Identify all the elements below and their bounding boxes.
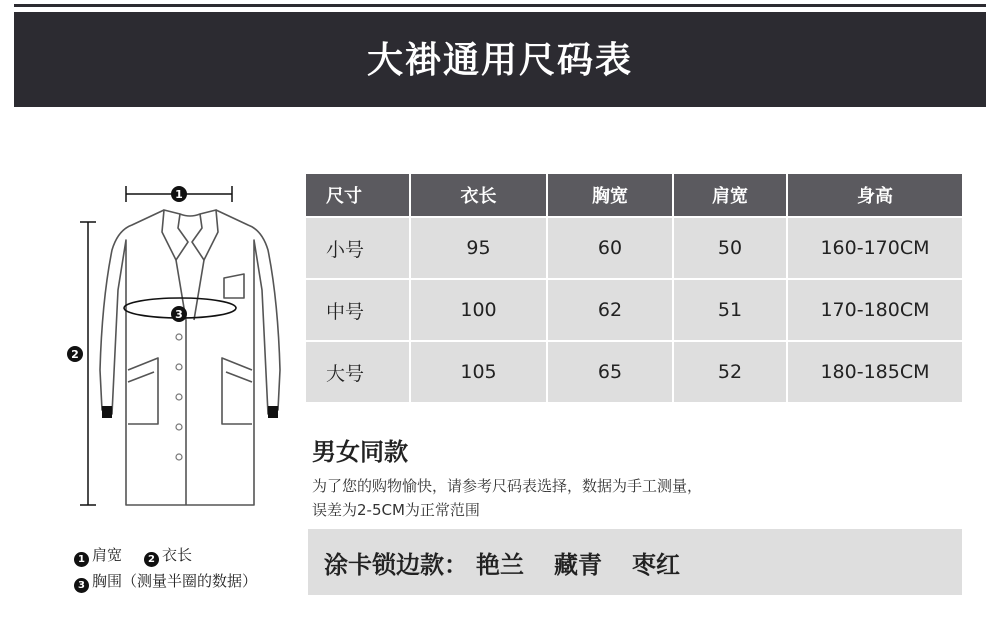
coat-buttons <box>176 334 182 460</box>
marker-2-badge <box>67 346 83 362</box>
cell-height: 160-170CM <box>787 217 962 279</box>
table-row <box>306 279 962 341</box>
coat-drawing <box>40 170 290 530</box>
cell-height: 180-185CM <box>787 341 962 402</box>
cell-size: 小号 <box>306 217 410 279</box>
cell-shoulder: 52 <box>673 341 787 402</box>
color-option-navy: 藏青 <box>554 550 602 579</box>
legend-row-1 <box>74 542 257 568</box>
table-row <box>306 217 962 279</box>
cell-length: 100 <box>410 279 547 341</box>
cell-height: 170-180CM <box>787 279 962 341</box>
left-cuff <box>102 406 112 418</box>
top-divider-line <box>14 4 986 7</box>
note-line-2: 误差为2-5CM为正常范围 <box>312 501 480 519</box>
length-arrow <box>80 222 96 505</box>
marker-2-text: 2 <box>71 348 79 361</box>
unisex-heading: 男女同款 <box>312 438 408 466</box>
cell-shoulder: 50 <box>673 217 787 279</box>
marker-1-text: 1 <box>175 188 183 201</box>
cell-shoulder: 51 <box>673 279 787 341</box>
header-size: 尺寸 <box>306 174 410 217</box>
header-length: 衣长 <box>410 174 547 217</box>
header-chest: 胸宽 <box>547 174 673 217</box>
cell-chest: 62 <box>547 279 673 341</box>
color-option-royal-blue: 艳兰 <box>476 550 524 579</box>
marker-3-text: 3 <box>175 308 183 321</box>
header-height: 身高 <box>787 174 962 217</box>
cell-chest: 65 <box>547 341 673 402</box>
title-banner <box>14 12 986 107</box>
cell-chest: 60 <box>547 217 673 279</box>
legend-row-2 <box>74 568 257 594</box>
color-options-bar <box>308 529 962 595</box>
legend-1-label: 肩宽 <box>92 546 123 564</box>
page-title: 大褂通用尺码表 <box>366 40 633 81</box>
cell-length: 105 <box>410 341 547 402</box>
right-cuff <box>268 406 278 418</box>
measurement-note <box>312 474 832 522</box>
legend-2-label: 衣长 <box>162 546 193 564</box>
size-chart-table <box>306 174 962 402</box>
coat-measurement-diagram <box>40 170 290 530</box>
cell-length: 95 <box>410 217 547 279</box>
legend-1-badge: 1 <box>74 552 89 567</box>
table-header-row <box>306 174 962 217</box>
color-options-label: 涂卡锁边款： <box>324 550 468 579</box>
table-row <box>306 341 962 402</box>
cell-size: 大号 <box>306 341 410 402</box>
marker-1-badge <box>171 186 187 202</box>
color-option-burgundy: 枣红 <box>632 550 680 579</box>
legend-3-badge: 3 <box>74 578 89 593</box>
header-shoulder: 肩宽 <box>673 174 787 217</box>
cell-size: 中号 <box>306 279 410 341</box>
coat-outline <box>100 210 280 505</box>
legend-2-badge: 2 <box>144 552 159 567</box>
marker-3-badge <box>171 306 187 322</box>
note-line-1: 为了您的购物愉快，请参考尺码表选择，数据为手工测量， <box>312 477 703 495</box>
legend-3-label: 胸围（测量半圈的数据） <box>92 572 258 590</box>
measurement-legend <box>74 542 257 594</box>
